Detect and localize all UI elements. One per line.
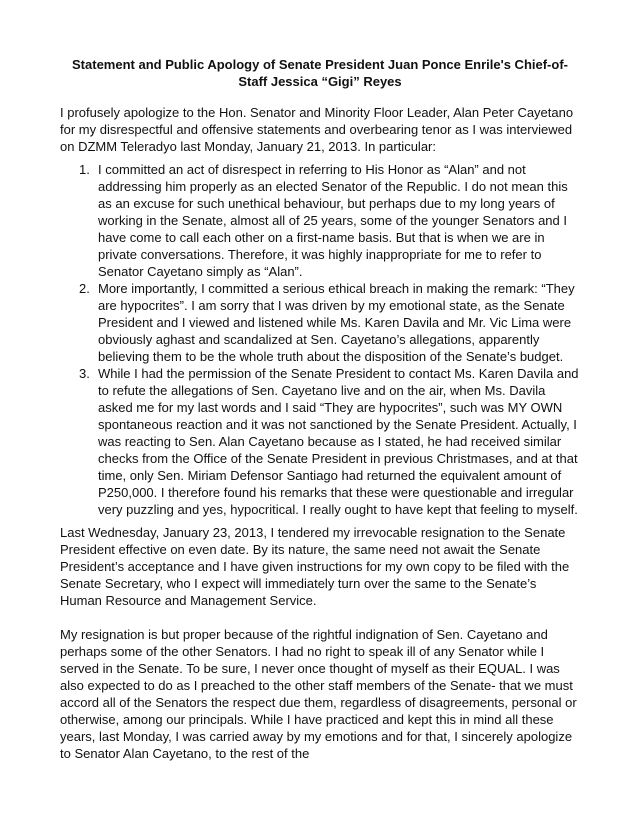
- resignation-paragraph: Last Wednesday, January 23, 2013, I tendered my irrevocable resignation to the Senate President effective on even date. By its nature, the same need not await the Senate President’s acceptance and I have given instructions for my own copy to be filed with the Senate Secretary, who I expect will immediately turn over the same to the Senate’s Human Resource and Management Service.: [60, 525, 570, 608]
- list-item-text: While I had the permission of the Senate President to contact Ms. Karen Davila and to refute the allegations of Sen. Cayetano live and on the air, when Ms. Davila asked me for my last words and I said “They are hypocrites”, such was MY OWN spontaneous reaction and it was not sanctioned by the Senate President. Actually, I was reacting to Sen. Alan Cayetano because as I stated, he had received similar checks from the Office of the Senate President in previous Christmases, and at that time, only Sen. Miriam Defensor Santiago had returned the equivalent amount of P250,000. I therefore found his remarks that these were questionable and irregular very puzzling and yes, hypocritical. I really ought to have kept that feeling to myself.: [98, 366, 579, 517]
- list-item: [60, 161, 580, 280]
- document-title: Statement and Public Apology of Senate President Juan Ponce Enrile's Chief-of-Staff Jessica “Gigi” Reyes: [72, 57, 568, 89]
- intro-paragraph: I profusely apologize to the Hon. Senator and Minority Floor Leader, Alan Peter Cayetano for my disrespectful and offensive statements and overbearing tenor as I was interviewed on DZMM Teleradyo last Monday, January 21, 2013. In particular:: [60, 105, 574, 154]
- list-item-number: 2.: [79, 281, 90, 296]
- list-item: [60, 280, 580, 365]
- list-item: [60, 365, 580, 518]
- list-item-number: 3.: [79, 366, 90, 381]
- resignation-reason-paragraph: My resignation is but proper because of the rightful indignation of Sen. Cayetano and perhaps some of the other Senators. I had no right to speak ill of any Senator while I served in the Senate. To be sure, I never once thought of myself as their EQUAL. I was also expected to do as I preached to the other staff members of the Senate- that we must accord all of the Senators the respect due them, regardless of disagreements, personal or otherwise, among our principals. While I have practiced and kept this in mind all these years, last Monday, I was carried away by my emotions and for that, I sincerely apologize to Senator Alan Cayetano, to the rest of the: [60, 627, 577, 761]
- list-item-text: More importantly, I committed a serious ethical breach in making the remark: “They are hypocrites”. I am sorry that I was driven by my emotional state, as the Senate President and I viewed and listened while Ms. Karen Davila and Mr. Vic Lima were obviously aghast and scandalized at Sen. Cayetano’s allegations, apparently believing them to be the whole truth about the disposition of the Senate’s budget.: [98, 281, 575, 364]
- list-item-text: I committed an act of disrespect in referring to His Honor as “Alan” and not addressing him properly as an elected Senator of the Republic. I do not mean this as an excuse for such unethical behaviour, but perhaps due to my long years of working in the Senate, almost all of 25 years, some of the younger Senators and I have come to call each other on a first-name basis. But that is when we are in private conversations. Therefore, it was highly inappropriate for me to refer to Senator Cayetano simply as “Alan”.: [98, 162, 568, 279]
- list-item-number: 1.: [79, 162, 90, 177]
- apology-points-list: [60, 161, 580, 518]
